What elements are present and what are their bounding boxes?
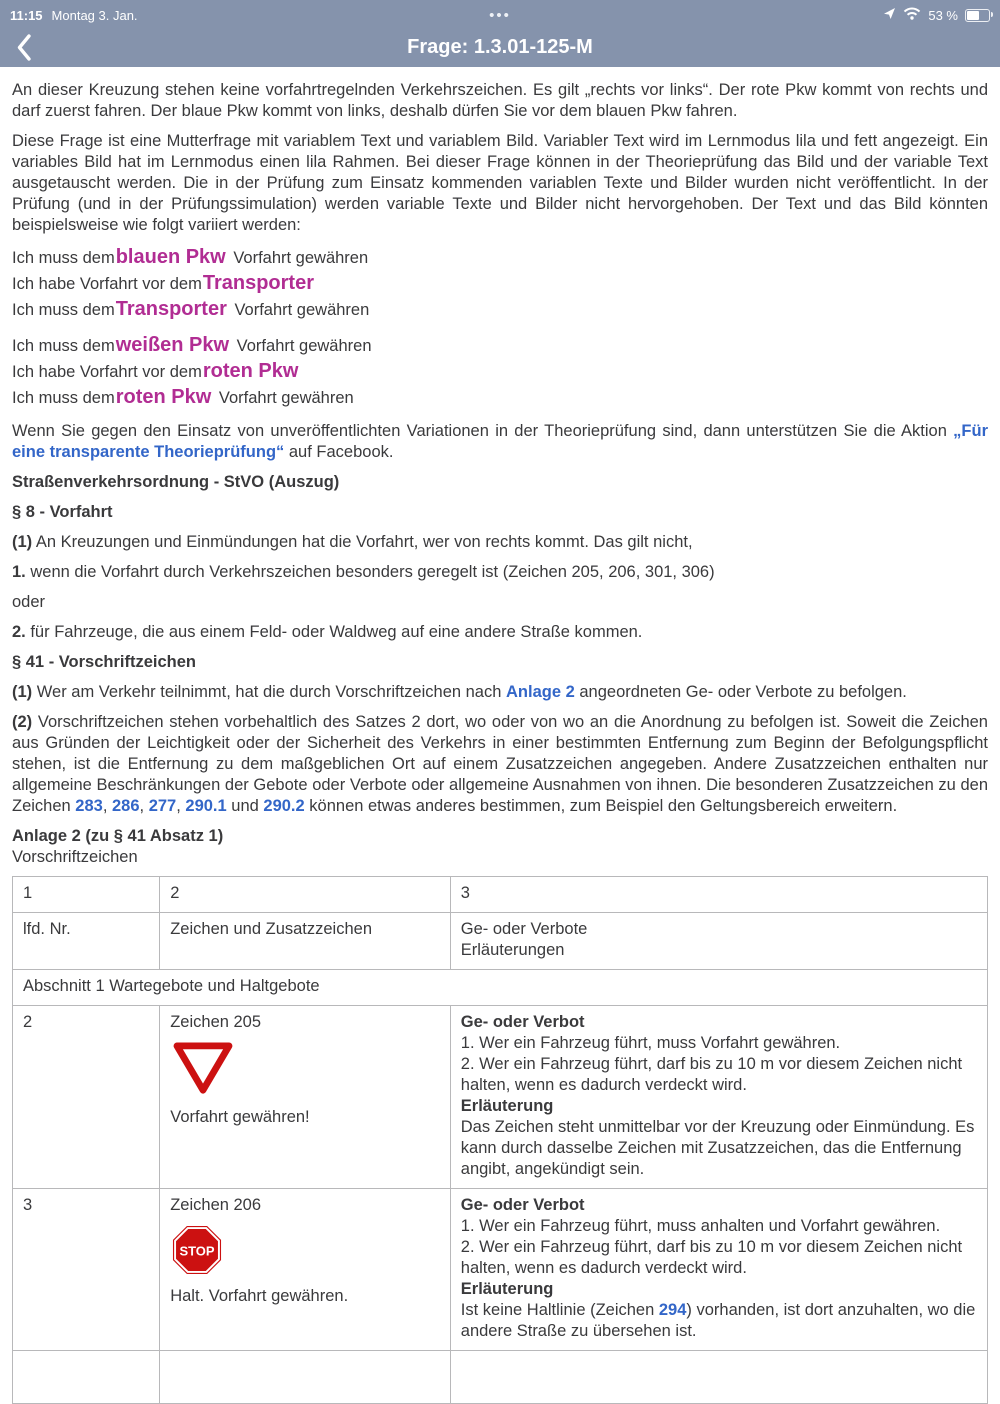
yield-triangle-icon [172, 1042, 440, 1096]
variable-text: roten Pkw [115, 386, 212, 408]
verbot-heading: Ge- oder Verbot [460, 1196, 585, 1214]
table-row-zeichen-205 [13, 1006, 988, 1189]
top-bars [0, 0, 1000, 67]
erlaeuterung-heading: Erläuterung [460, 1097, 554, 1115]
separator: , [176, 797, 186, 815]
variant-suffix: Vorfahrt gewähren [229, 301, 370, 319]
facebook-post-text: auf Facebook. [284, 443, 394, 461]
anlage2-subheading: Vorschriftzeichen [12, 848, 138, 866]
wifi-icon [903, 7, 921, 23]
status-left [10, 8, 290, 23]
abs-number: (1) [12, 683, 33, 701]
variant-line [12, 297, 988, 323]
abs-text: angeordneten Ge- oder Verbote zu befolgen. [574, 683, 907, 701]
col-number-cell: 2 [160, 877, 451, 913]
facebook-campaign-link[interactable]: „Für eine transparente Theorieprüfung“ [12, 422, 988, 461]
variant-line [12, 359, 988, 385]
variant-line [12, 333, 988, 359]
variant-suffix: Vorfahrt gewähren [232, 337, 372, 355]
zeichen-290-1-link[interactable]: 290.1 [185, 797, 227, 815]
anlage2-heading: Anlage 2 (zu § 41 Absatz 1) [12, 827, 224, 845]
sign-caption: Vorfahrt gewähren! [170, 1108, 310, 1126]
back-button[interactable] [6, 30, 41, 65]
abs-text: Vorschriftzeichen stehen vorbehaltlich des Satzes 2 dort, wo oder von wo an die Anordnung zu befolgen ist. Soweit die Zeichen aus Gründen der Leichtigkeit oder der Sicherheit des Verkehrs in einer bestimmten Entfernung zum Beginn der Befolgungspflicht stehen, ist die Entfernung zu dem maßgeblichen Ort auf einem Zusatzzeichen angegeben. Andere Zusatzzeichen enthalten nur allgemeine Beschränkungen der Gebote oder Verbote oder allgemeine Ausnahmen von ihnen. Die besonderen Zusatzzeichen zu den Zeichen [12, 713, 988, 815]
anlage2-heading-block [12, 826, 988, 868]
chevron-left-icon [16, 49, 31, 64]
item-number: 2. [12, 623, 26, 641]
sign-cell [160, 1189, 451, 1351]
header-line: Ge- oder Verbote [460, 920, 588, 938]
variable-text: blauen Pkw [115, 246, 226, 268]
variant-prefix: Ich muss dem [12, 337, 115, 355]
stop-sign-icon [172, 1225, 440, 1275]
facebook-pre-text: Wenn Sie gegen den Einsatz von unveröffentlichten Variationen in der Theorieprüfung sind, dann unterstützen Sie die Aktion [12, 422, 954, 440]
variant-prefix: Ich habe Vorfahrt vor dem [12, 363, 202, 381]
variant-prefix: Ich muss dem [12, 249, 115, 267]
zeichen-283-link[interactable]: 283 [75, 797, 103, 815]
abs-text: Wer am Verkehr teilnimmt, hat die durch Vorschriftzeichen nach [32, 683, 506, 701]
variant-prefix: Ich muss dem [12, 389, 115, 407]
erlaeuterung-post: ) vorhanden, ist dort anzuhalten, wo die andere Straße zu übersehen ist. [460, 1301, 976, 1340]
status-activity-dots: ••• [489, 6, 511, 24]
verbot-item: 2. Wer ein Fahrzeug führt, darf bis zu 10 m vor diesem Zeichen nicht halten, wenn es dadurch verdeckt wird. [460, 1238, 963, 1277]
abs-number: (1) [12, 533, 33, 551]
variant-line [12, 245, 988, 271]
col-number-cell: 3 [450, 877, 987, 913]
rules-cell [450, 1006, 987, 1189]
stvo-heading: Straßenverkehrsordnung - StVO (Auszug) [12, 473, 340, 491]
zeichen-277-link[interactable]: 277 [148, 797, 177, 815]
rules-cell [450, 1189, 987, 1351]
variant-suffix: Vorfahrt gewähren [214, 389, 354, 407]
table-header-row [13, 913, 988, 970]
variant-prefix: Ich habe Vorfahrt vor dem [12, 275, 202, 293]
header-cell [450, 913, 987, 970]
variable-text: Transporter [202, 272, 315, 294]
verbot-item: 1. Wer ein Fahrzeug führt, muss anhalten und Vorfahrt gewähren. [460, 1217, 941, 1235]
answer-explanation: An dieser Kreuzung stehen keine vorfahrtregelnden Verkehrszeichen. Es gilt „rechts vor links“. Der rote Pkw kommt von rechts und darf zuerst fahren. Der blaue Pkw kommt von links, deshalb dürfen Sie vor dem blauen Pkw fahren. [12, 81, 988, 120]
sign-caption: Halt. Vorfahrt gewähren. [170, 1287, 349, 1305]
zeichen-294-link[interactable]: 294 [658, 1301, 687, 1319]
abs-text: An Kreuzungen und Einmündungen hat die Vorfahrt, wer von rechts kommt. Das gilt nicht, [32, 533, 693, 551]
variable-text: weißen Pkw [115, 334, 230, 356]
item-text: wenn die Vorfahrt durch Verkehrszeichen besonders geregelt ist (Zeichen 205, 206, 301, 306) [25, 563, 715, 581]
anlage2-link[interactable]: Anlage 2 [506, 683, 575, 701]
status-right [710, 7, 990, 23]
table-row-zeichen-206 [13, 1189, 988, 1351]
paragraph8-heading: § 8 - Vorfahrt [12, 503, 113, 521]
variant-prefix: Ich muss dem [12, 301, 115, 319]
paragraph41-abs2 [12, 712, 988, 817]
item-text: für Fahrzeuge, die aus einem Feld- oder Waldweg auf eine andere Straße kommen. [25, 623, 643, 641]
battery-percent: 53 % [928, 7, 958, 23]
row-number-cell: 2 [13, 1006, 160, 1189]
item-number: 1. [12, 563, 26, 581]
sign-label: Zeichen 205 [170, 1013, 262, 1031]
status-date: Montag 3. Jan. [51, 7, 138, 23]
col-number-cell: 1 [13, 877, 160, 913]
header-line: Erläuterungen [460, 941, 565, 959]
mother-question-note: Diese Frage ist eine Mutterfrage mit variablem Text und variablem Bild. Variabler Text wird im Lernmodus lila und fett angezeigt. Ein variables Bild hat im Lernmodus einen lila Rahmen. Bei dieser Frage können in der Theorieprüfung das Bild und der variable Text ausgetauscht werden. Die in der Prüfung zum Einsatz kommenden variablen Texte und Bilder wurden nicht veröffentlicht. In der Prüfung (und in der Prüfungssimulation) werden variable Texte und Bilder nicht hervorgehoben. Der Text und das Bild könnten beispielsweise wie folgt variiert werden: [12, 132, 988, 234]
sign-cell [160, 1006, 451, 1189]
paragraph8-oder: oder [12, 593, 46, 611]
header-cell: Zeichen und Zusatzzeichen [160, 913, 451, 970]
section-cell: Abschnitt 1 Wartegebote und Haltgebote [13, 970, 988, 1006]
paragraph8-abs1 [12, 532, 988, 553]
verbot-item: 2. Wer ein Fahrzeug führt, darf bis zu 10 m vor diesem Zeichen nicht halten, wenn es dadurch verdeckt wird. [460, 1055, 963, 1094]
separator: , [102, 797, 112, 815]
variable-text: roten Pkw [202, 360, 299, 382]
battery-level [967, 11, 979, 20]
row-number-cell: 3 [13, 1189, 160, 1351]
sign-cell [160, 1351, 451, 1404]
erlaeuterung-heading: Erläuterung [460, 1280, 554, 1298]
separator: und [226, 797, 264, 815]
abs-number: (2) [12, 713, 33, 731]
table-col-number-row [13, 877, 988, 913]
variable-text: Transporter [115, 298, 227, 320]
verbot-item: 1. Wer ein Fahrzeug führt, muss Vorfahrt gewähren. [460, 1034, 841, 1052]
location-arrow-icon [883, 7, 896, 23]
zeichen-290-2-link[interactable]: 290.2 [263, 797, 305, 815]
paragraph41-abs1 [12, 682, 988, 703]
nav-bar [0, 27, 1000, 67]
paragraph41-heading: § 41 - Vorschriftzeichen [12, 653, 197, 671]
paragraph8-item2 [12, 622, 988, 643]
erlaeuterung-pre: Ist keine Haltlinie (Zeichen [460, 1301, 659, 1319]
vorschriftzeichen-table [12, 876, 988, 1404]
status-time: 11:15 [10, 7, 43, 23]
table-row-partial [13, 1351, 988, 1404]
paragraph8-item1 [12, 562, 988, 583]
rules-cell [450, 1351, 987, 1404]
status-bar [0, 0, 1000, 27]
page-title: Frage: 1.3.01-125-M [407, 35, 593, 58]
separator: , [139, 797, 149, 815]
variant-suffix: Vorfahrt gewähren [228, 249, 369, 267]
content [0, 67, 1000, 1404]
variant-group-2 [12, 333, 988, 411]
sign-label: Zeichen 206 [170, 1196, 262, 1214]
erlaeuterung-text [461, 1300, 977, 1342]
abs-text: können etwas anderes bestimmen, zum Beispiel den Geltungsbereich erweitern. [304, 797, 898, 815]
erlaeuterung-text: Das Zeichen steht unmittelbar vor der Kreuzung oder Einmündung. Es kann durch dasselbe Zeichen mit Zusatzzeichen, das die Entfernung angibt, angekündigt sein. [460, 1118, 975, 1178]
row-number-cell [13, 1351, 160, 1404]
zeichen-286-link[interactable]: 286 [112, 797, 140, 815]
variant-line [12, 385, 988, 411]
variant-group-1 [12, 245, 988, 323]
battery-icon [965, 9, 990, 22]
header-cell: lfd. Nr. [13, 913, 160, 970]
verbot-heading: Ge- oder Verbot [460, 1013, 585, 1031]
table-section-row [13, 970, 988, 1006]
facebook-paragraph [12, 421, 988, 463]
stop-sign-text: STOP [179, 1243, 215, 1259]
variant-line [12, 271, 988, 297]
